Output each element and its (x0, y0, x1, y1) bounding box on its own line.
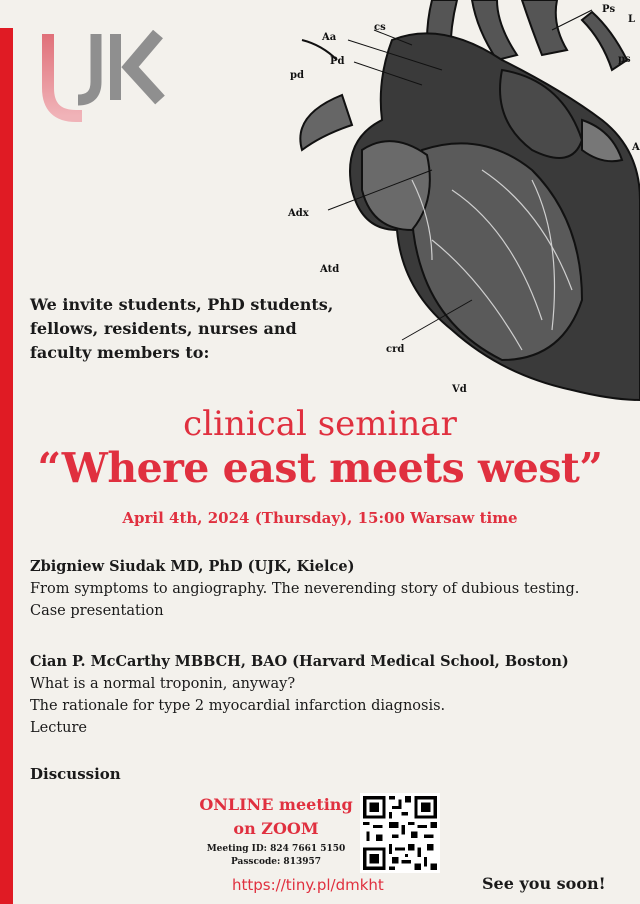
ujk-logo (40, 30, 170, 122)
talk-line: From symptoms to angiography. The neverending story of dubious testing. (30, 581, 580, 597)
invite-line: We invite students, PhD students, (30, 295, 334, 314)
closing-text: See you soon! (482, 874, 606, 893)
svg-text:cs: cs (374, 22, 386, 33)
meeting-passcode: Passcode: 813957 (230, 857, 322, 867)
svg-text:A: A (632, 142, 640, 153)
seminar-type-heading: clinical seminar (183, 404, 457, 444)
invitation-text (30, 293, 334, 365)
online-line: ONLINE meeting (199, 795, 353, 814)
invite-line: fellows, residents, nurses and (30, 319, 297, 338)
svg-text:Ps: Ps (602, 4, 616, 15)
svg-text:L: L (628, 14, 636, 25)
svg-text:Vd: Vd (452, 384, 467, 395)
talk-line: What is a normal troponin, anyway? (30, 676, 296, 692)
svg-text:crd: crd (386, 344, 405, 355)
qr-code[interactable] (360, 793, 440, 873)
online-line: on ZOOM (233, 819, 319, 838)
meeting-link[interactable]: https://tiny.pl/dmkht (232, 876, 384, 894)
online-meeting-heading (196, 793, 356, 841)
talk-speaker: Cian P. McCarthy MBBCH, BAO (Harvard Medical School, Boston) (30, 653, 569, 670)
meeting-id: Meeting ID: 824 7661 5150 (206, 844, 346, 854)
talk-speaker: Zbigniew Siudak MD, PhD (UJK, Kielce) (30, 558, 355, 575)
meeting-details (196, 843, 356, 869)
anatomical-heart-illustration (282, 0, 640, 420)
talk-line: The rationale for type 2 myocardial infarction diagnosis. (30, 698, 446, 714)
talk-line: Lecture (30, 720, 88, 736)
talk-line: Case presentation (30, 603, 164, 619)
svg-text:ps: ps (618, 54, 631, 65)
svg-text:Pd: Pd (330, 56, 345, 67)
discussion-label: Discussion (30, 765, 121, 783)
talk-1 (30, 556, 630, 622)
seminar-date: April 4th, 2024 (Thursday), 15:00 Warsaw time (122, 509, 518, 527)
svg-text:Adx: Adx (288, 208, 309, 219)
talk-2 (30, 651, 630, 739)
seminar-title: “Where east meets west” (37, 444, 603, 492)
svg-text:Aa: Aa (322, 32, 337, 43)
invite-line: faculty members to: (30, 343, 210, 362)
svg-text:Atd: Atd (320, 264, 340, 275)
svg-text:pd: pd (290, 70, 304, 81)
